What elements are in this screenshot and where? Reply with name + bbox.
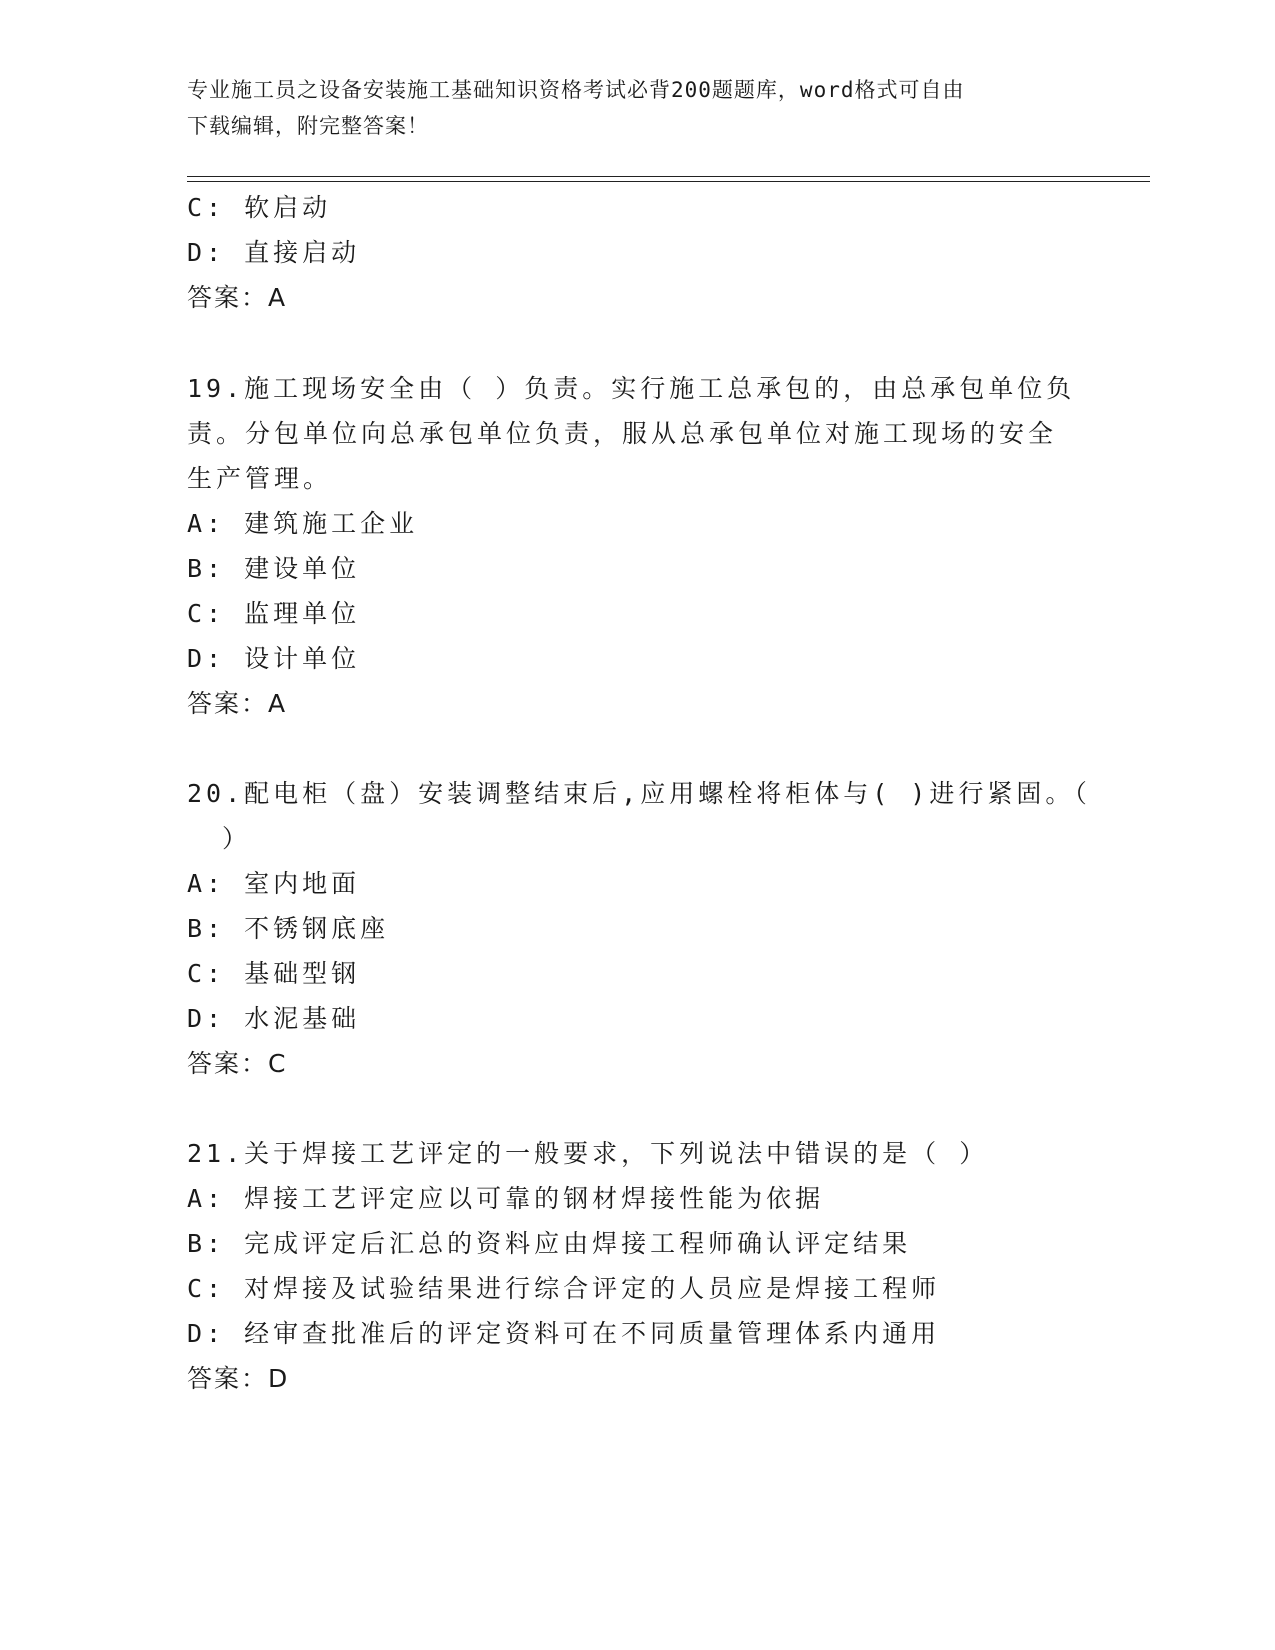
header-divider-bottom xyxy=(187,181,1150,182)
q20-option-a: A: 室内地面 xyxy=(187,869,361,898)
q19-stem-line-1: 19.施工现场安全由（ ）负责。实行施工总承包的，由总承包单位负 xyxy=(187,374,1076,403)
q18-option-c: C: 软启动 xyxy=(187,193,332,222)
q19-stem-line-2: 责。分包单位向总承包单位负责，服从总承包单位对施工现场的安全 xyxy=(187,419,1058,448)
q21-option-d: D: 经审查批准后的评定资料可在不同质量管理体系内通用 xyxy=(187,1319,941,1348)
document-header xyxy=(187,72,1087,144)
q20-stem-line-1: 20.配电柜（盘）安装调整结束后,应用螺栓将柜体与( )进行紧固。（ xyxy=(187,779,1091,808)
q19-option-b: B: 建设单位 xyxy=(187,554,361,583)
q19-option-a: A: 建筑施工企业 xyxy=(187,509,419,538)
q20-stem-line-2: ） xyxy=(222,824,252,853)
q18-option-d: D: 直接启动 xyxy=(187,238,361,267)
q19-answer: 答案：A xyxy=(187,689,288,718)
q21-option-a: A: 焊接工艺评定应以可靠的钢材焊接性能为依据 xyxy=(187,1184,825,1213)
q21-option-c: C: 对焊接及试验结果进行综合评定的人员应是焊接工程师 xyxy=(187,1274,941,1303)
q20-answer: 答案：C xyxy=(187,1049,288,1078)
q20-option-c: C: 基础型钢 xyxy=(187,959,361,988)
q20-option-b: B: 不锈钢底座 xyxy=(187,914,390,943)
q21-answer: 答案：D xyxy=(187,1364,290,1393)
q18-answer: 答案：A xyxy=(187,283,288,312)
q21-stem-line-1: 21.关于焊接工艺评定的一般要求，下列说法中错误的是（ ） xyxy=(187,1139,989,1168)
header-line-2: 下载编辑，附完整答案！ xyxy=(187,114,429,138)
q19-option-c: C: 监理单位 xyxy=(187,599,361,628)
q19-stem-line-3: 生产管理。 xyxy=(187,464,333,493)
q20-option-d: D: 水泥基础 xyxy=(187,1004,361,1033)
q21-option-b: B: 完成评定后汇总的资料应由焊接工程师确认评定结果 xyxy=(187,1229,912,1258)
header-line-1: 专业施工员之设备安装施工基础知识资格考试必背200题题库，word格式可自由 xyxy=(187,78,965,102)
q19-option-d: D: 设计单位 xyxy=(187,644,361,673)
header-divider-top xyxy=(187,176,1150,177)
